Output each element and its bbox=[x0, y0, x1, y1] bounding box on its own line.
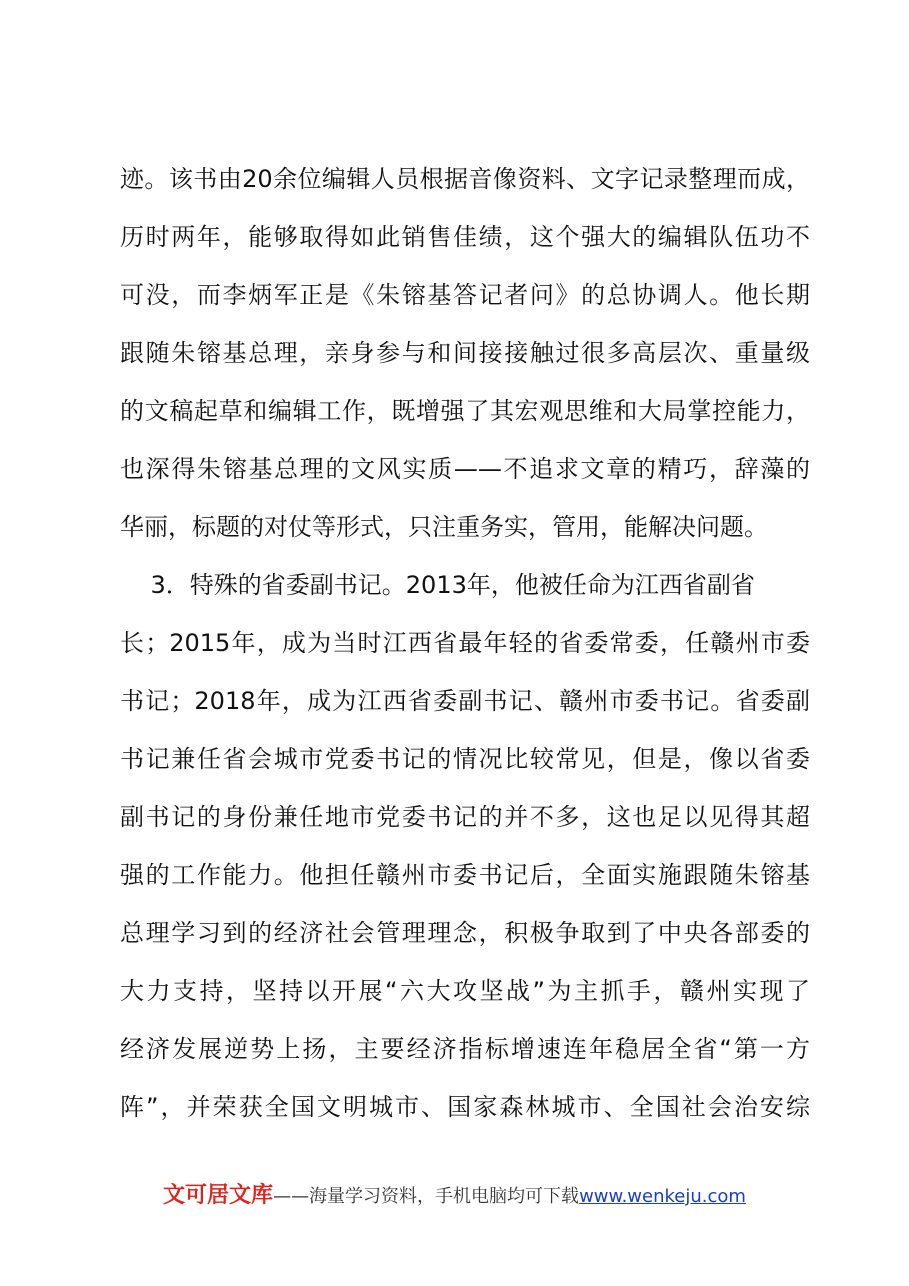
text-line: 大力支持，坚持以开展“六大攻坚战”为主抓手，赣州实现了 bbox=[120, 977, 810, 1005]
text-line: 可没，而李炳军正是《朱镕基答记者问》的总协调人。他长期 bbox=[120, 281, 810, 309]
text-line: 跟随朱镕基总理，亲身参与和间接接触过很多高层次、重量级 bbox=[120, 339, 810, 367]
text-line: 书记；2018年，成为江西省委副书记、赣州市委书记。省委副 bbox=[120, 687, 810, 715]
text-line: 也深得朱镕基总理的文风实质——不追求文章的精巧，辞藻的 bbox=[120, 455, 810, 483]
text-line: 长；2015年，成为当时江西省最年轻的省委常委，任赣州市委 bbox=[120, 629, 810, 657]
text-line: 华丽，标题的对仗等形式，只注重务实，管用，能解决问题。 bbox=[120, 513, 768, 541]
footer-link[interactable]: www.wenkeju.com bbox=[579, 1186, 746, 1207]
text-line: 强的工作能力。他担任赣州市委书记后，全面实施跟随朱镕基 bbox=[120, 861, 810, 889]
footer-slogan: ——海量学习资料，手机电脑均可下载 bbox=[273, 1186, 580, 1207]
footer bbox=[0, 1178, 909, 1215]
footer-brand: 文可居文库 bbox=[163, 1183, 274, 1208]
text-line: 历时两年，能够取得如此销售佳绩，这个强大的编辑队伍功不 bbox=[120, 223, 810, 251]
text-line: 的文稿起草和编辑工作，既增强了其宏观思维和大局掌控能力， bbox=[120, 397, 810, 425]
body-text bbox=[120, 150, 810, 1136]
text-line: 阵”，并荣获全国文明城市、国家森林城市、全国社会治安综 bbox=[120, 1093, 810, 1121]
text-line: 总理学习到的经济社会管理理念，积极争取到了中央各部委的 bbox=[120, 919, 810, 947]
text-line: 副书记的身份兼任地市党委书记的并不多，这也足以见得其超 bbox=[120, 803, 810, 831]
text-line: 经济发展逆势上扬，主要经济指标增速连年稳居全省“第一方 bbox=[120, 1035, 810, 1063]
text-line: 迹。该书由20余位编辑人员根据音像资料、文字记录整理而成， bbox=[120, 165, 810, 193]
text-line: 3．特殊的省委副书记。2013年，他被任命为江西省副省 bbox=[120, 571, 755, 599]
text-line: 书记兼任省会城市党委书记的情况比较常见，但是，像以省委 bbox=[120, 745, 810, 773]
